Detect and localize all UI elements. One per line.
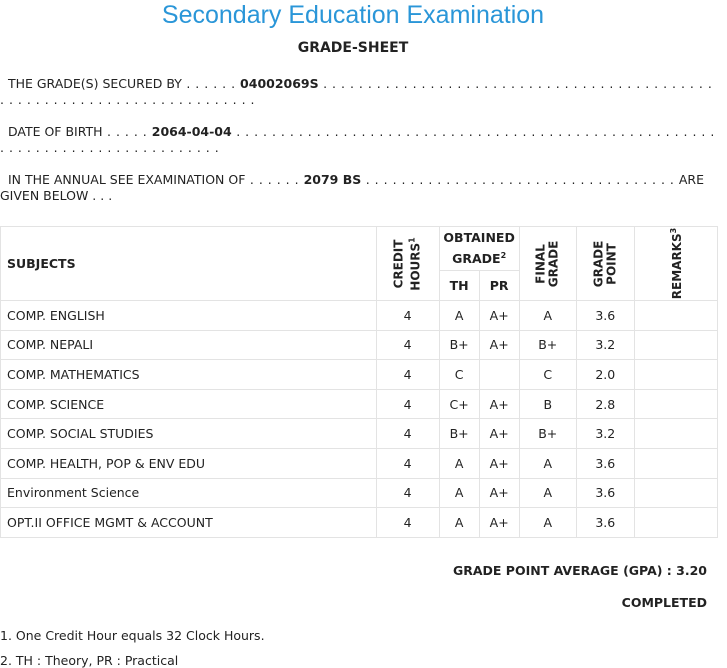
exam-label: IN THE ANNUAL SEE EXAMINATION OF <box>7 172 246 187</box>
subject-cell: COMP. MATHEMATICS <box>1 360 377 390</box>
th-header: TH <box>439 271 479 301</box>
table-row <box>1 301 718 331</box>
table-row <box>1 508 718 538</box>
th-grade-cell: A <box>439 478 479 508</box>
credit-hours-header: CREDIT HOURS$^1$ <box>376 227 439 301</box>
credit-hours-cell: 4 <box>376 419 439 449</box>
th-grade-cell: A <box>439 448 479 478</box>
subject-cell: OPT.II OFFICE MGMT & ACCOUNT <box>1 508 377 538</box>
exam-year: 2079 BS <box>303 172 362 187</box>
grade-point-cell: 3.2 <box>576 330 634 360</box>
grade-point-header: GRADE POINT <box>576 227 634 301</box>
page-title: Secondary Education Examination <box>161 1 545 29</box>
credit-hours-cell: 4 <box>376 448 439 478</box>
subjects-header: SUBJECTS <box>1 227 377 301</box>
credit-hours-cell: 4 <box>376 360 439 390</box>
grade-point-cell: 3.6 <box>576 508 634 538</box>
pr-header: PR <box>479 271 519 301</box>
remarks-cell <box>634 330 717 360</box>
remarks-cell <box>634 448 717 478</box>
pr-grade-cell: A+ <box>479 448 519 478</box>
th-grade-cell: A <box>439 301 479 331</box>
pr-grade-cell: A+ <box>479 419 519 449</box>
th-grade-cell: B+ <box>439 330 479 360</box>
subject-cell: COMP. ENGLISH <box>1 301 377 331</box>
table-row <box>1 478 718 508</box>
pr-grade-cell: A+ <box>479 330 519 360</box>
grade-point-cell: 2.0 <box>576 360 634 390</box>
remarks-cell <box>634 478 717 508</box>
final-grade-cell: B <box>519 389 576 419</box>
final-grade-header: FINAL GRADE <box>519 227 576 301</box>
remarks-cell <box>634 419 717 449</box>
final-grade-cell: A <box>519 478 576 508</box>
pr-grade-cell <box>479 360 519 390</box>
secured-by-label: THE GRADE(S) SECURED BY <box>7 76 182 91</box>
th-grade-cell: C+ <box>439 389 479 419</box>
final-grade-cell: B+ <box>519 330 576 360</box>
grade-point-cell: 3.6 <box>576 301 634 331</box>
table-row <box>1 360 718 390</box>
symbol-number: 04002069S <box>240 76 319 91</box>
credit-hours-cell: 4 <box>376 301 439 331</box>
given-below-label: GIVEN BELOW . . . <box>0 188 113 203</box>
exam-line: IN THE ANNUAL SEE EXAMINATION OF . . . . . . 2079 BS . . . . . . . . . . . . . . . . . . . . . . . . . . . . . . . . . . . ARE GIVEN BELOW . . . <box>0 172 705 203</box>
table-row <box>1 419 718 449</box>
subject-cell: COMP. NEPALI <box>1 330 377 360</box>
dob-label: DATE OF BIRTH <box>7 124 103 139</box>
dob-value: 2064-04-04 <box>151 124 232 139</box>
grades-table <box>0 226 718 538</box>
grade-point-cell: 2.8 <box>576 389 634 419</box>
grade-point-cell: 3.2 <box>576 419 634 449</box>
pr-grade-cell: A+ <box>479 389 519 419</box>
completion-status: COMPLETED <box>621 595 707 610</box>
pr-grade-cell: A+ <box>479 301 519 331</box>
th-grade-cell: C <box>439 360 479 390</box>
grade-point-cell: 3.6 <box>576 448 634 478</box>
grade-point-cell: 3.6 <box>576 478 634 508</box>
dob-line: DATE OF BIRTH . . . . . 2064-04-04 . . . . . . . . . . . . . . . . . . . . . . . . . . . . . . . . . . . . . . . . . . . . . . . . . . . . . . . . . . . . . . . . . . . . . . . . . . . . . . . <box>0 124 715 155</box>
secured-by-line: THE GRADE(S) SECURED BY . . . . . . 04002069S . . . . . . . . . . . . . . . . . . . . . . . . . . . . . . . . . . . . . . . . . . . . . . . . . . . . . . . . . . . . . . . . . . . . . . . . . <box>0 76 713 107</box>
remarks-cell <box>634 360 717 390</box>
th-grade-cell: B+ <box>439 419 479 449</box>
table-row <box>1 330 718 360</box>
gpa-summary: GRADE POINT AVERAGE (GPA) : 3.20 <box>452 563 707 578</box>
credit-hours-cell: 4 <box>376 478 439 508</box>
subject-cell: COMP. HEALTH, POP & ENV EDU <box>1 448 377 478</box>
final-grade-cell: C <box>519 360 576 390</box>
pr-grade-cell: A+ <box>479 508 519 538</box>
remarks-cell <box>634 301 717 331</box>
grade-sheet-heading: GRADE-SHEET <box>297 40 409 56</box>
subject-cell: COMP. SOCIAL STUDIES <box>1 419 377 449</box>
remarks-header: REMARKS$^3$ <box>634 227 717 301</box>
remarks-cell <box>634 389 717 419</box>
credit-hours-cell: 4 <box>376 389 439 419</box>
subject-cell: COMP. SCIENCE <box>1 389 377 419</box>
final-grade-cell: A <box>519 508 576 538</box>
remarks-cell <box>634 508 717 538</box>
final-grade-cell: A <box>519 301 576 331</box>
footnote-th-pr: 2. TH : Theory, PR : Practical <box>0 653 179 668</box>
table-row <box>1 448 718 478</box>
subject-cell: Environment Science <box>1 478 377 508</box>
table-row <box>1 389 718 419</box>
final-grade-cell: B+ <box>519 419 576 449</box>
credit-hours-cell: 4 <box>376 508 439 538</box>
final-grade-cell: A <box>519 448 576 478</box>
are-label: ARE <box>678 172 705 187</box>
credit-hours-cell: 4 <box>376 330 439 360</box>
pr-grade-cell: A+ <box>479 478 519 508</box>
obtained-grade-header: OBTAINED GRADE$^2$ <box>439 227 519 271</box>
th-grade-cell: A <box>439 508 479 538</box>
footnote-credit-hour: 1. One Credit Hour equals 32 Clock Hours. <box>0 628 265 643</box>
